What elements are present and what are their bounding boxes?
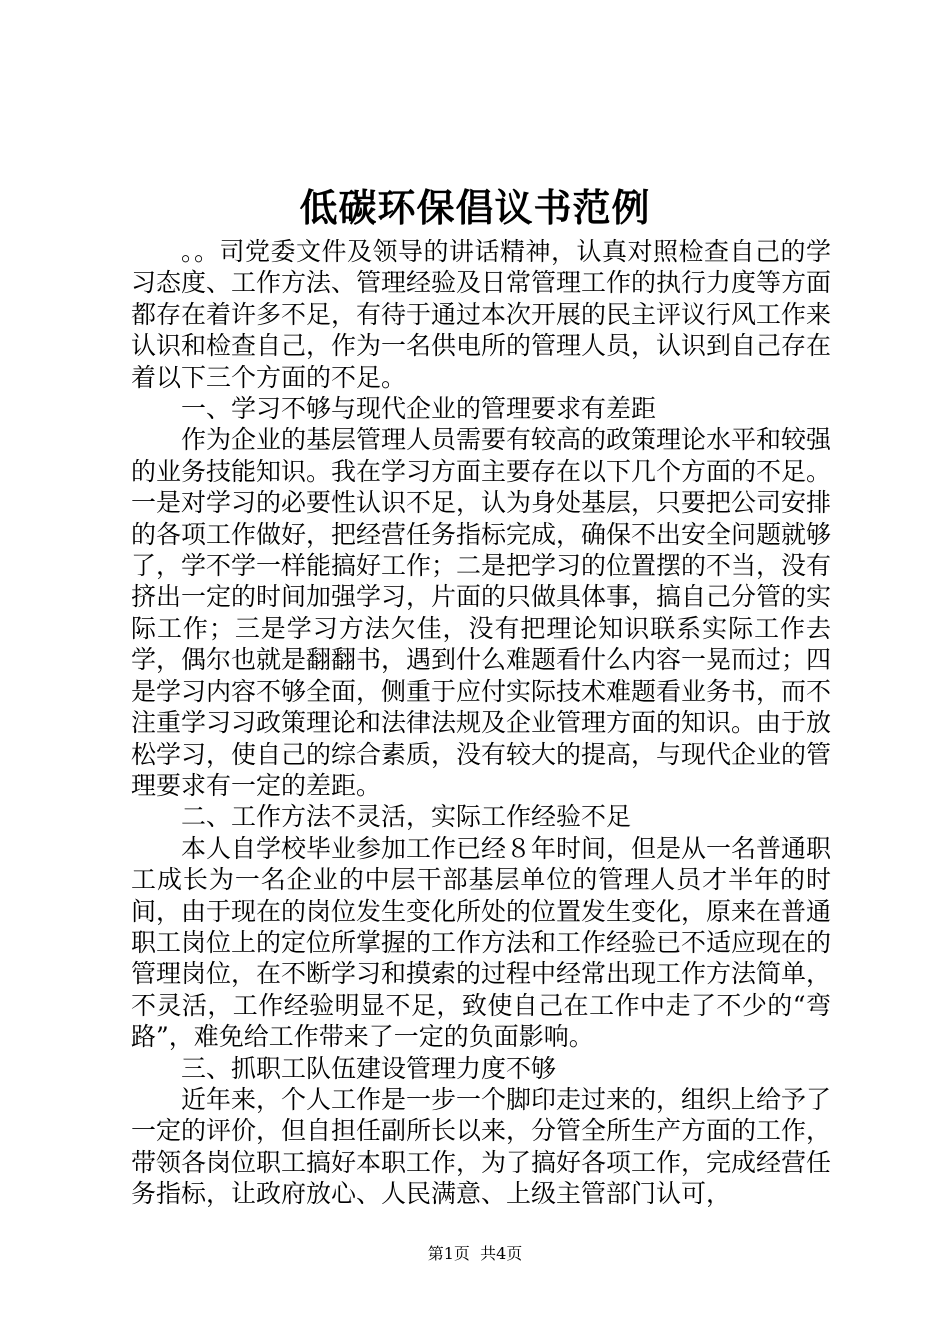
page-total: 共4页: [480, 1244, 523, 1263]
paragraph-section-3: 近年来，个人工作是一步一个脚印走过来的，组织上给予了一定的评价，但自担任副所长以来，分管全所生产方面的工作，带领各岗位职工搞好本职工作，为了搞好各项工作，完成经营任务指标，让政府放心、人民满意、上级主管部门认可，: [131, 1084, 832, 1209]
paragraph-section-1: 作为企业的基层管理人员需要有较高的政策理论水平和较强的业务技能知识。我在学习方面主要存在以下几个方面的不足。一是对学习的必要性认识不足，认为身处基层，只要把公司安排的各项工作做好，把经营任务指标完成，确保不出安全问题就够了，学不学一样能搞好工作；二是把学习的位置摆的不当，没有挤出一定的时间加强学习，片面的只做具体事，搞自己分管的实际工作；三是学习方法欠佳，没有把理论知识联系实际工作去学，偶尔也就是翻翻书，遇到什么难题看什么内容一晃而过；四是学习内容不够全面，侧重于应付实际技术难题看业务书，而不注重学习习政策理论和法律法规及企业管理方面的知识。由于放松学习，使自己的综合素质，没有较大的提高，与现代企业的管理要求有一定的差距。: [131, 425, 832, 800]
section-heading-2: 二、工作方法不灵活，实际工作经验不足: [181, 802, 632, 832]
document-body: [131, 236, 831, 1210]
section-heading-1: 一、学习不够与现代企业的管理要求有差距: [181, 394, 657, 424]
paragraph-section-2: 本人自学校毕业参加工作已经８年时间，但是从一名普通职工成长为一名企业的中层干部基层单位的管理人员才半年的时间，由于现在的岗位发生变化所处的位置发生变化，原来在普通职工岗位上的定位所掌握的工作方法和工作经验已不适应现在的管理岗位，在不断学习和摸索的过程中经常出现工作方法简单，不灵活，工作经验明显不足，致使自己在工作中走了不少的“弯路”，难免给工作带来了一定的负面影响。: [131, 833, 832, 1052]
section-heading-3: 三、抓职工队伍建设管理力度不够: [181, 1053, 557, 1083]
page-title: 低碳环保倡议书范例: [299, 185, 651, 230]
page-footer: [0, 1244, 950, 1264]
page-number: 第1页: [427, 1244, 470, 1263]
paragraph-intro: 。。司党委文件及领导的讲话精神，认真对照检查自己的学习态度、工作方法、管理经验及日常管理工作的执行力度等方面都存在着许多不足，有待于通过本次开展的民主评议行风工作来认识和检查自己，作为一名供电所的管理人员，认识到自己存在着以下三个方面的不足。: [131, 237, 832, 392]
